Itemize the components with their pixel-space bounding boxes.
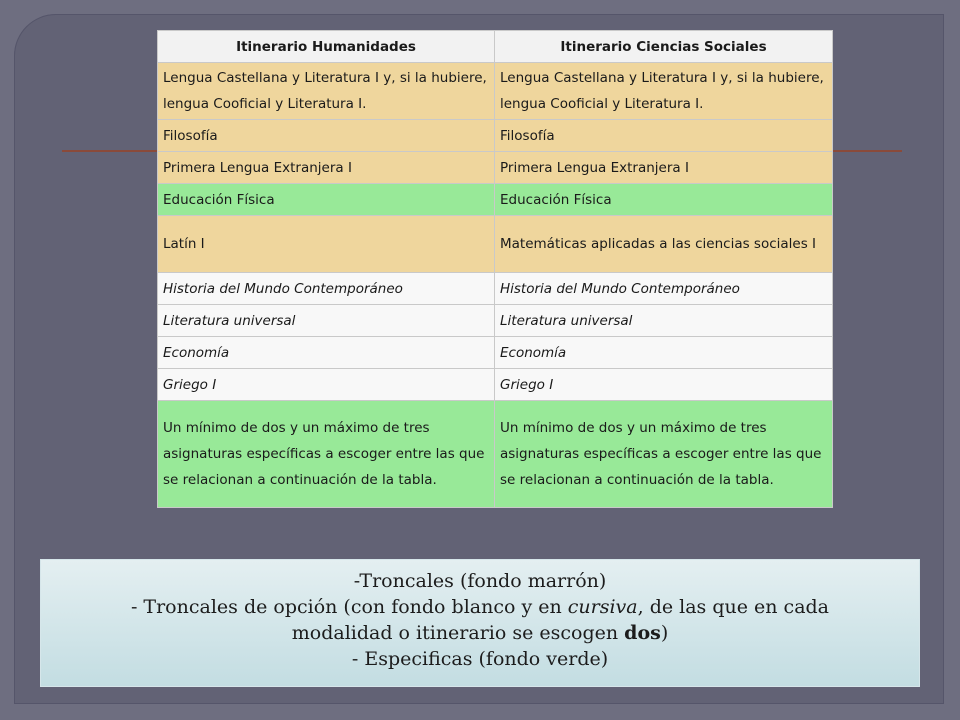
table-row <box>158 273 833 305</box>
caption-line-modalidad <box>41 620 919 646</box>
table-row <box>158 369 833 401</box>
table-row <box>158 305 833 337</box>
table-cell: Griego I <box>495 369 833 401</box>
table-row <box>158 216 833 273</box>
table-cell: Historia del Mundo Contemporáneo <box>495 273 833 305</box>
caption-italic: cursiva <box>567 596 638 618</box>
table-cell: Historia del Mundo Contemporáneo <box>158 273 495 305</box>
table-cell: Economía <box>495 337 833 369</box>
table-cell: Griego I <box>158 369 495 401</box>
caption-line-especificas: - Especificas (fondo verde) <box>351 648 609 670</box>
table-cell: Matemáticas aplicadas a las ciencias sociales I <box>495 216 833 273</box>
header-humanidades: Itinerario Humanidades <box>158 31 495 63</box>
table-row <box>158 184 833 216</box>
header-ciencias-sociales: Itinerario Ciencias Sociales <box>495 31 833 63</box>
table-cell: Lengua Castellana y Literatura I y, si la hubiere, lengua Cooficial y Literatura I. <box>158 63 495 120</box>
table-row <box>158 337 833 369</box>
legend-caption <box>40 559 920 687</box>
table-row <box>158 401 833 508</box>
table-cell: Educación Física <box>158 184 495 216</box>
itinerary-table <box>157 30 833 508</box>
caption-text: modalidad o itinerario se escogen <box>291 622 625 644</box>
table-cell: Primera Lengua Extranjera I <box>158 152 495 184</box>
table-header-row <box>158 31 833 63</box>
caption-bold: dos <box>624 622 661 644</box>
caption-text: , de las que en cada <box>637 596 830 618</box>
table-cell: Literatura universal <box>495 305 833 337</box>
table-cell: Filosofía <box>495 120 833 152</box>
table-cell: Literatura universal <box>158 305 495 337</box>
caption-line-troncales: -Troncales (fondo marrón) <box>353 570 607 592</box>
table-cell: Educación Física <box>495 184 833 216</box>
table-row <box>158 120 833 152</box>
table-cell: Economía <box>158 337 495 369</box>
caption-text: ) <box>660 622 669 644</box>
table-cell: Latín I <box>158 216 495 273</box>
table-cell: Filosofía <box>158 120 495 152</box>
caption-text: - Troncales de opción (con fondo blanco y en <box>130 596 568 618</box>
table-cell: Un mínimo de dos y un máximo de tres asignaturas específicas a escoger entre las que se relacionan a continuación de la tabla. <box>158 401 495 508</box>
table-cell: Un mínimo de dos y un máximo de tres asignaturas específicas a escoger entre las que se relacionan a continuación de la tabla. <box>495 401 833 508</box>
table-row <box>158 63 833 120</box>
table-cell: Lengua Castellana y Literatura I y, si la hubiere, lengua Cooficial y Literatura I. <box>495 63 833 120</box>
table-cell: Primera Lengua Extranjera I <box>495 152 833 184</box>
caption-line-opcion <box>41 594 919 620</box>
table-row <box>158 152 833 184</box>
